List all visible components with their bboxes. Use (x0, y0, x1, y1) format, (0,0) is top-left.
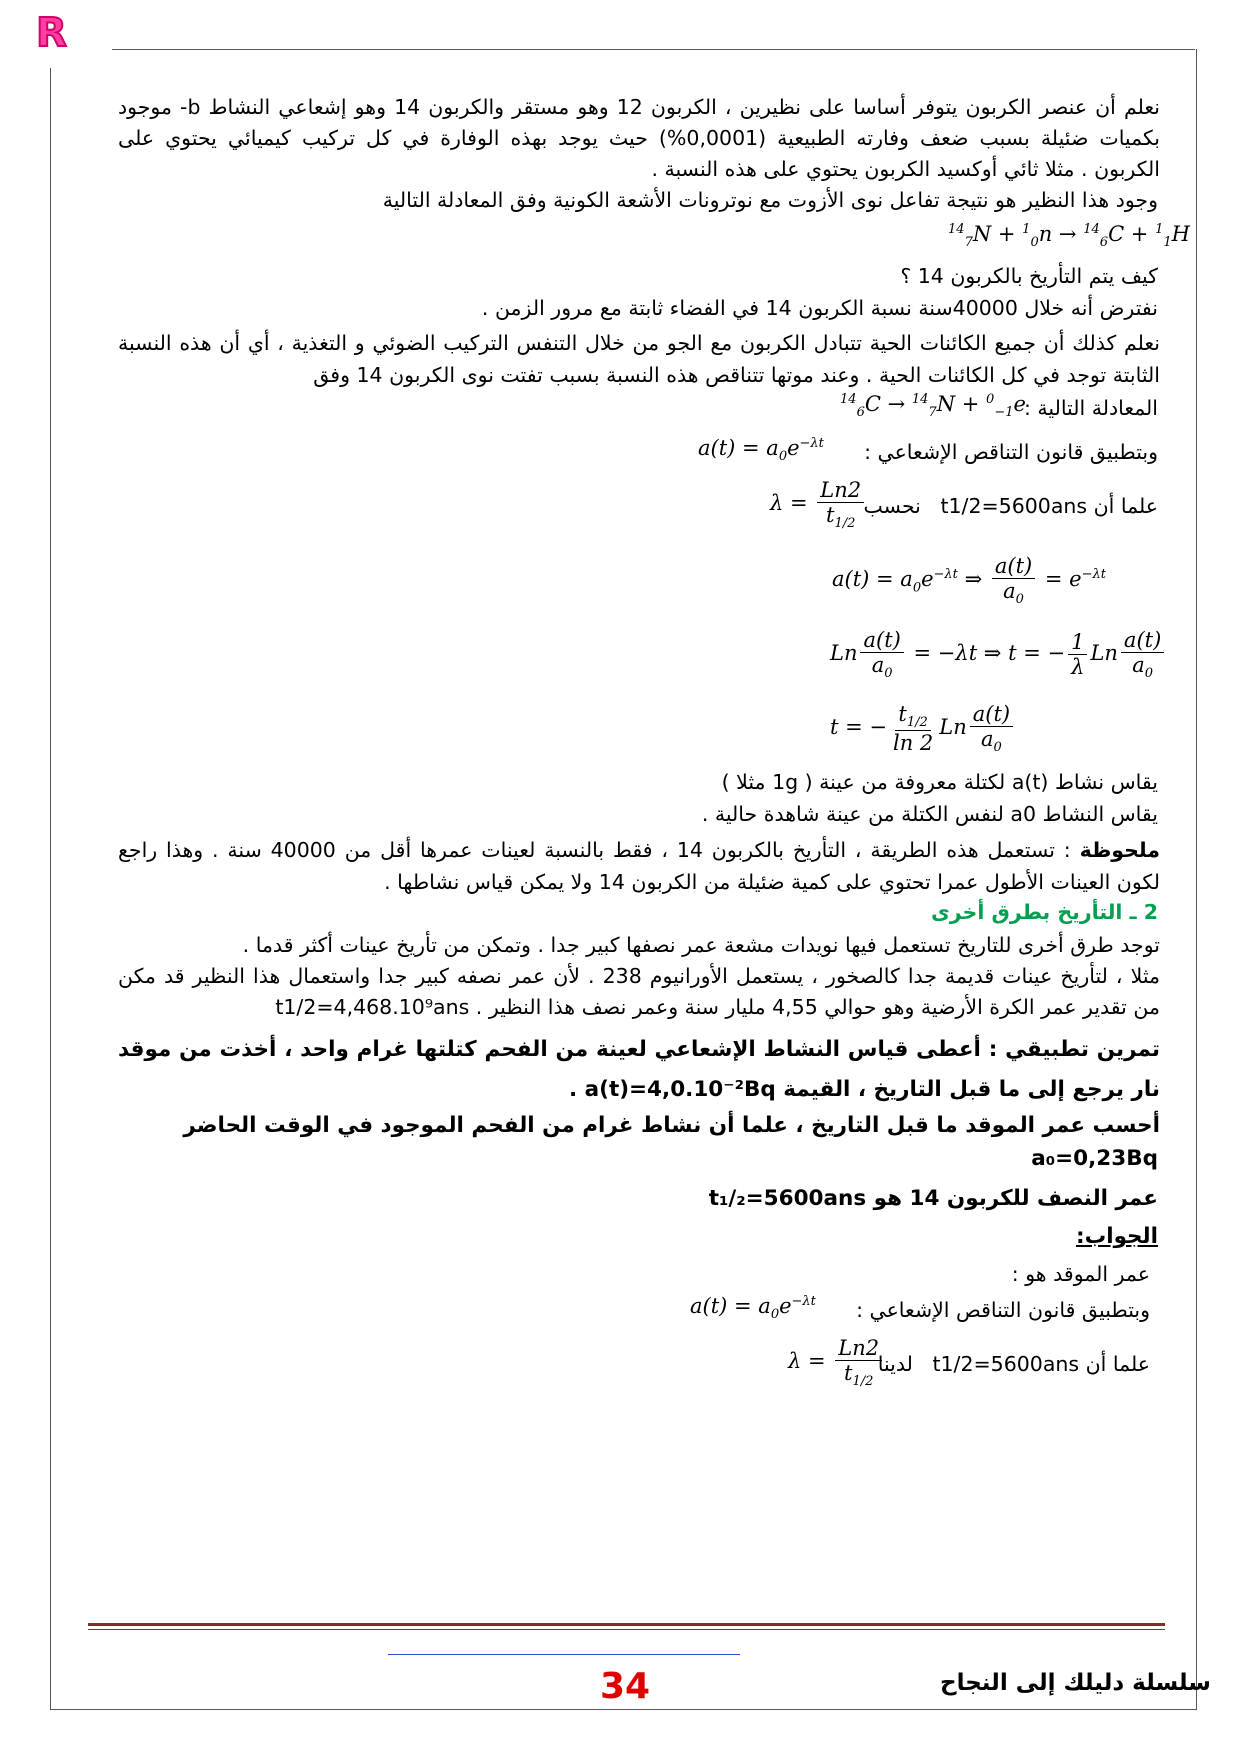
right-border (1196, 49, 1197, 1709)
section-2-title: 2 ـ التأريخ بطرق أخرى (931, 900, 1158, 924)
answer-half-life-line: علما أن t1/2=5600ans لدينا (877, 1352, 1150, 1376)
derivation-1: $a(t) = a_0e^{-\lambda t}$ ⇒ $\frac{a(t)}{a_0}$ = $e^{-\lambda t}$ (832, 554, 1106, 608)
uranium-half-life: t1/2=4,468.10⁹ans . (275, 995, 483, 1019)
intro-paragraph-2: وجود هذا النظير هو نتيجة تفاعل نوى الأزوت مع نوترونات الأشعة الكونية وفق المعادلة التالية (382, 188, 1158, 212)
answer-law-equation: $a(t) = a_0e^{-\lambda t}$ (690, 1294, 816, 1323)
left-border (50, 68, 51, 1710)
decay-equation: $^{14}_6$C → $^{14}_7$N + $^0_{-1}$e (840, 392, 1026, 421)
measure-line-1: يقاس نشاط a(t) لكتلة معروفة من عينة ( 1g مثلا ) (721, 770, 1158, 794)
section-2-paragraph-2 (118, 961, 1160, 1023)
exercise-a0: a₀=0,23Bq (1031, 1146, 1158, 1171)
law-equation: $a(t) = a_0e^{-\lambda t}$ (698, 436, 824, 465)
page-number: 34 (600, 1666, 651, 1707)
calc-label: نحسب (863, 494, 921, 518)
exercise-question: أحسب عمر الموقد ما قبل التاريخ ، علما أن نشاط غرام من الفحم الموجود في الوقت الحاضر (183, 1113, 1160, 1138)
derivation-3: t = − $\frac{t_{1/2}}{\ln 2}$ Ln $\frac{a(t)}{a_0}$ (830, 702, 1016, 755)
decay-equation-label: المعادلة التالية : (1023, 396, 1158, 420)
answer-law-label: وبتطبيق قانون التناقص الإشعاعي : (856, 1298, 1150, 1322)
formation-equation: $^{14}_7$N + $^1_0$n → $^{14}_6$C + $^1_1$H (948, 222, 1190, 251)
note-text: : تستعمل هذه الطريقة ، التأريخ بالكربون 14 ، فقط بالنسبة لعينات عمرها أقل من 40000 سنة . وهذا راجع لكون العينات الأطول عمرا تحتوي على كمية ضئيلة من الكربون 14 ولا يمكن قياس نشاطها . (118, 838, 1160, 894)
series-title: سلسلة دليلك إلى النجاح (940, 1670, 1211, 1696)
answer-label: الجواب: (1075, 1224, 1158, 1249)
section-2-paragraph-1: توجد طرق أخرى للتاريخ تستعمل فيها نويدات مشعة عمر نصفها كبير جدا . وتمكن من تأريخ عينات أكثر قدما . (242, 933, 1160, 957)
intro-paragraph: نعلم أن عنصر الكربون يتوفر أساسا على نظيرين ، الكربون 12 وهو مستقر والكربون 14 وهو إشعاعي النشاط b- موجود بكميات ضئيلة بسبب ضعف وفارته الطبيعية (0,0001%) حيث يوجد بهذه الوفارة في كل تركيب كيميائي يحتوي على الكربون . مثلا ثائي أوكسيد الكربون يحتوي على هذه النسبة . (118, 95, 1160, 181)
derivation-2: Ln $\frac{a(t)}{a_0}$ = −λt ⇒ t = − $\frac{1}{\lambda}$ Ln $\frac{a(t)}{a_0}$ (830, 628, 1167, 681)
section-2-text: مثلا ، لتأريخ عينات قديمة جدا كالصخور ، يستعمل الأورانيوم 238 . لأن عمر نصفه كبير جدا واستعمال هذا النظير قد مكن من تقدير عمر الكرة الأرضية وهو حوالي 4,55 مليار سنة وعمر نصف هذا النظير (118, 964, 1160, 1019)
exercise-statement (118, 1030, 1160, 1110)
note-paragraph (118, 834, 1160, 898)
lambda-formula: λ = $\frac{Ln2}{t_{1/2}}$ (770, 478, 867, 531)
exchange-paragraph: نعلم كذلك أن جميع الكائنات الحية تتبادل الكربون مع الجو من خلال التنفس التركيب الضوئي و التغذية ، أي أن هذه النسبة الثابتة توجد في كل الكائنات الحية . وعند موتها تتناقص هذه النسبة بسبب تفتت نوى الكربون 14 وفق (118, 331, 1160, 387)
law-label: وبتطبيق قانون التناقص الإشعاعي : (864, 440, 1158, 464)
measure-line-2: يقاس النشاط a0 لنفس الكتلة من عينة شاهدة حالية . (701, 802, 1158, 826)
exercise-half-life: عمر النصف للكربون 14 هو t₁/₂=5600ans (708, 1186, 1158, 1211)
half-life-line (864, 494, 1158, 518)
answer-lambda-formula: λ = $\frac{Ln2}{t_{1/2}}$ (788, 1336, 885, 1389)
logo: R (36, 10, 67, 56)
question: كيف يتم التأريخ بالكربون 14 ؟ (900, 264, 1158, 288)
half-life-label: علما أن (1093, 494, 1158, 518)
exercise-text: : أعطى قياس النشاط الإشعاعي لعينة من الفحم كتلتها غرام واحد ، أخذت من موقد نار يرجع إلى ما قبل التاريخ ، القيمة a(t)=4,0.10⁻²Bq . (118, 1037, 1160, 1102)
footer-rule (88, 1623, 1165, 1626)
half-life-value: t1/2=5600ans (940, 494, 1088, 518)
answer-line-1: عمر الموقد هو : (1011, 1262, 1150, 1286)
blue-rule (388, 1654, 740, 1655)
footer-rule-thin (88, 1629, 1165, 1630)
note-label: ملحوظة (1079, 838, 1160, 862)
exercise-label: تمرين تطبيقي (1005, 1037, 1160, 1062)
bottom-border (50, 1709, 1197, 1710)
assumption: نفترض أنه خلال 40000سنة نسبة الكربون 14 في الفضاء ثابتة مع مرور الزمن . (481, 296, 1158, 320)
top-rule (112, 49, 1195, 50)
